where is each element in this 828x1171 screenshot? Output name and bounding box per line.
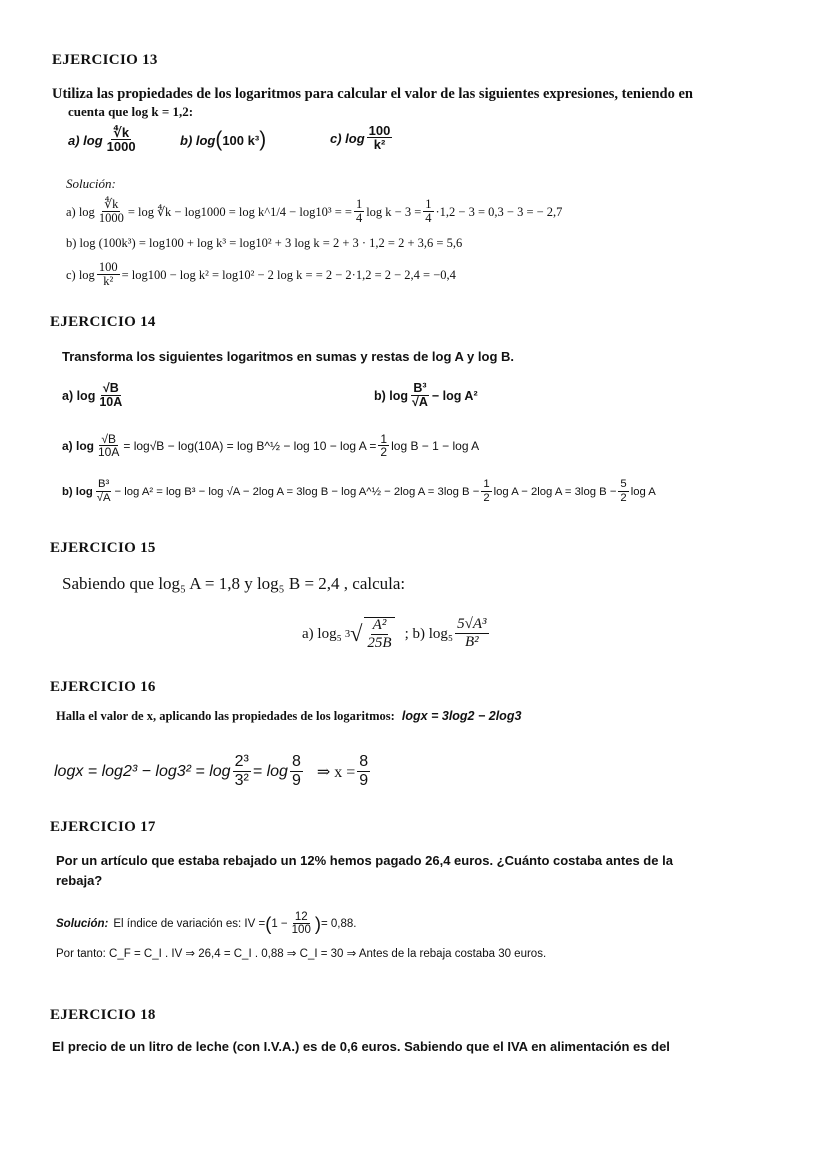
exercise-15-statement: Sabiendo que log₅ A = 1,8 y log₅ B = 2,4 , calcula:: [62, 574, 406, 593]
e16-sol-f2d: 9: [291, 772, 301, 790]
sol-c-prefix: c) log: [66, 267, 95, 282]
exercise-17-statement-cont: rebaja?: [56, 873, 103, 888]
item-a-label: a) log: [68, 132, 103, 148]
exercise-13-statement: Utiliza las propiedades de los logaritmos para calcular el valor de las siguientes expresiones, teniendo en: [52, 86, 693, 102]
e14-sol-a-prefix: a) log: [62, 439, 94, 453]
e15-separator: ; b) log₅: [404, 625, 454, 642]
sol-a-f1n: 1: [355, 197, 363, 212]
e14-sol-b-mid: log A − 2log A = 3log B −: [493, 486, 617, 498]
e14-sol-a-fn: 1: [380, 431, 388, 446]
item-c-label: c) log: [330, 130, 365, 146]
e17-sol-result: = 0,88.: [320, 918, 357, 930]
e14-a-num: √B: [102, 381, 119, 396]
e14-sol-b-fn: 1: [483, 478, 490, 491]
exercise-13-solution-a: [66, 194, 562, 230]
e14-a-den: 10A: [99, 395, 123, 410]
e15-a-num: A²: [372, 616, 387, 633]
e16-sol-mid: = log: [252, 763, 288, 780]
exercise-14-item-b: [374, 376, 478, 416]
sol-c-den: k²: [103, 274, 114, 289]
exercise-13-item-b: b) log ( 100 k³ ): [180, 128, 267, 151]
sol-c-num: 100: [98, 260, 118, 275]
e14-sol-b-end: log A: [630, 486, 656, 498]
exercise-17-statement: Por un artículo que estaba rebajado un 12% hemos pagado 26,4 euros. ¿Cuánto costaba antes de la: [56, 853, 673, 868]
e16-sol-f1n: 2³: [234, 753, 249, 771]
exercise-15-title: EJERCICIO 15: [50, 540, 156, 556]
e15-a-label: a) log₅: [302, 625, 342, 642]
e14-a-label: a) log: [62, 389, 96, 403]
e14-sol-b-rest: − log A² = log B³ − log √A − 2log A = 3log B − log A^½ − 2log A = 3log B −: [114, 486, 480, 498]
e14-sol-b-num: B³: [97, 478, 110, 491]
exercise-18-statement: El precio de un litro de leche (con I.V.A.) es de 0,6 euros. Sabiendo que el IVA en alimentación es del: [52, 1039, 670, 1054]
exercise-13-item-c: [330, 118, 394, 158]
e16-equation: logx = 3log2 − 2log3: [401, 709, 522, 723]
item-a-numerator: ∜k: [113, 124, 130, 140]
item-c-numerator: 100: [368, 122, 391, 138]
sol-a-rest: = log ∜k − log1000 = log k^1/4 − log10³ = =: [127, 205, 352, 219]
sol-a-end: ·1,2 − 3 = 0,3 − 3 = − 2,7: [435, 204, 563, 219]
exercise-17-solution: Solución: El índice de variación es: IV = ( 1 − $\frac{12}{100}$ ) = 0,88.: [56, 911, 357, 937]
e14-sol-a-end: log B − 1 − log A: [391, 439, 480, 453]
sol-a-num: ∜k: [104, 197, 119, 212]
item-a-denominator: 1000: [106, 139, 136, 155]
item-b-argument: 100 k³: [222, 132, 260, 148]
e14-sol-a-den: 10A: [98, 445, 120, 460]
e14-sol-b-f2d: 2: [620, 492, 627, 505]
exercise-16-title: EJERCICIO 16: [50, 679, 156, 695]
sol-a-f2n: 1: [425, 197, 432, 212]
e15-a-den: 25B: [367, 634, 392, 651]
item-b-label: b) log: [180, 132, 216, 148]
exercise-17-title: EJERCICIO 17: [50, 819, 156, 835]
item-c-denominator: k²: [373, 137, 386, 153]
e17-sol-one: 1 −: [271, 918, 288, 930]
exercise-18-title: EJERCICIO 18: [50, 1007, 156, 1023]
e16-sol-prefix: logx = log2³ − log3² = log: [54, 763, 231, 780]
e16-sol-arrow: ⇒ x =: [316, 764, 356, 781]
e17-sol-text: El índice de variación es: IV =: [113, 918, 266, 930]
exercise-14-statement: Transforma los siguientes logaritmos en sumas y restas de log A y log B.: [62, 349, 514, 364]
e14-sol-b-f2n: 5: [620, 478, 627, 491]
exercise-17-solution-line2: Por tanto: C_F = C_I . IV ⇒ 26,4 = C_I . 0,88 ⇒ C_I = 30 ⇒ Antes de la rebaja costaba 30 euros.: [56, 948, 547, 960]
exercise-15-items: a) log₅ 3 √ $\frac{\text{A²}}{25B}$ ; b) log₅ $\frac{\text{5√A³}}{\text{B²}}$: [302, 616, 487, 651]
exercise-14-item-a: [62, 376, 126, 416]
e14-sol-a-num: √B: [101, 431, 116, 446]
exercise-13-title: EJERCICIO 13: [52, 52, 158, 68]
e16-sol-f1d: 3²: [234, 772, 249, 790]
e17-sol-fn: 12: [294, 911, 308, 924]
exercise-13-item-a: [68, 122, 140, 158]
e14-b-tail: − log A²: [431, 389, 478, 403]
exercise-13-solution-label: Solución:: [66, 176, 116, 191]
sol-a-f2d: 4: [425, 211, 432, 226]
sol-a-prefix: a) log: [66, 204, 95, 219]
e17-sol-fd: 100: [291, 924, 311, 937]
exercise-16-statement: [56, 709, 521, 724]
e14-b-den: √A: [412, 395, 428, 410]
e14-sol-b-prefix: b) log: [62, 486, 93, 498]
exercise-14-title: EJERCICIO 14: [50, 314, 156, 330]
e16-statement-text: Halla el valor de x, aplicando las propiedades de los logaritmos:: [56, 709, 395, 723]
e14-b-num: B³: [413, 381, 427, 396]
exercise-13-solution-b: b) log (100k³) = log100 + log k³ = log10² + 3 log k = 2 + 3 · 1,2 = 2 + 3,6 = 5,6: [66, 236, 463, 250]
exercise-14-solution-b: [62, 472, 656, 512]
e15-b-num: 5√A³: [457, 616, 487, 633]
exercise-13-solution-c: [66, 256, 456, 294]
e14-sol-a-rest: = log√B − log(10A) = log B^½ − log 10 − log A =: [123, 439, 377, 453]
exercise-13-condition: cuenta que log k = 1,2:: [68, 104, 194, 119]
e14-sol-b-den: √A: [96, 492, 111, 505]
exercise-16-solution: [54, 748, 372, 796]
exercise-14-solution-a: [62, 426, 479, 466]
e14-b-label: b) log: [374, 389, 409, 403]
sol-c-rest: = log100 − log k² = log10² − 2 log k = = 2 − 2·1,2 = 2 − 2,4 = −0,4: [121, 267, 456, 282]
sol-a-mid: log k − 3 =: [366, 204, 422, 219]
e16-sol-f3n: 8: [359, 753, 369, 771]
e16-sol-f2n: 8: [291, 753, 301, 771]
e14-sol-b-fd: 2: [483, 492, 490, 505]
e14-sol-a-fd: 2: [380, 445, 388, 460]
sol-a-den: 1000: [98, 211, 124, 226]
e16-sol-f3d: 9: [359, 772, 369, 790]
sol-a-f1d: 4: [355, 211, 363, 226]
e17-sol-label: Solución:: [56, 918, 109, 930]
e15-b-den: B²: [465, 634, 479, 651]
